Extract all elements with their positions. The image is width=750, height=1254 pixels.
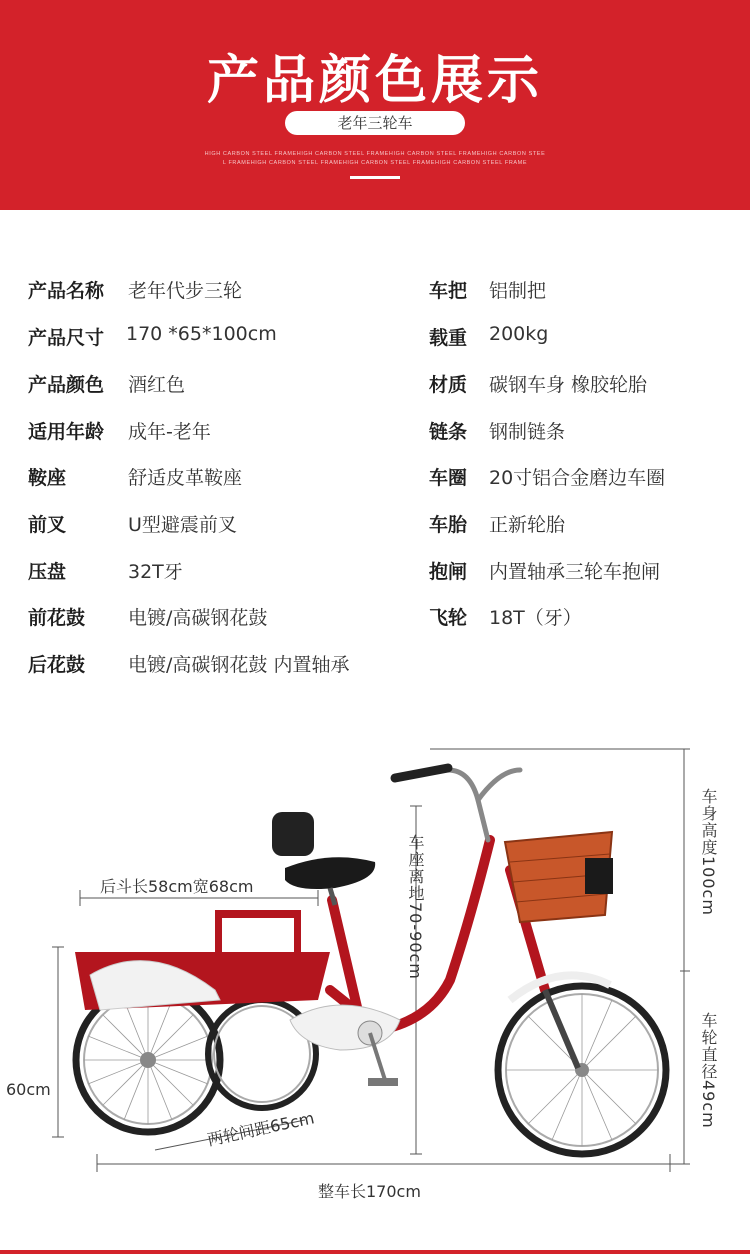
spec-row [28,323,277,350]
front-wheel [498,975,666,1154]
english-tagline-1: HIGH CARBON STEEL FRAMEHIGH CARBON STEEL FRAMEHIGH CARBON STEEL FRAMEHIGH CARBON STEE [204,151,546,157]
spec-row [429,510,566,537]
spec-value: 碳钢车身 橡胶轮胎 [489,374,648,396]
spec-value: 成年-老年 [128,421,211,443]
spec-label: 前叉 [28,514,67,536]
spec-value: 32T牙 [128,561,183,583]
spec-label: 产品颜色 [28,374,105,396]
spec-label: 车圈 [429,467,468,489]
spec-value: 钢制链条 [489,421,566,443]
header-banner [0,0,750,210]
seat [272,812,375,905]
rear-height-label: 60cm [6,1080,51,1099]
spec-label: 适用年龄 [28,421,105,443]
spec-label: 材质 [429,374,468,396]
front-basket [505,832,613,922]
spec-row [28,510,237,537]
body-height-label: 车身高度100cm [699,788,718,916]
cargo-box [75,910,330,1010]
wheel-diameter-label: 车轮直径49cm [699,1012,718,1129]
spec-label: 抱闸 [429,561,468,583]
spec-label: 载重 [429,327,468,349]
spec-row [429,603,582,630]
tricycle-illustration [0,700,750,1254]
rear-wheel [76,988,220,1132]
spec-row [28,370,186,397]
spec-label: 前花鼓 [28,607,86,629]
spec-value: 内置轴承三轮车抱闸 [489,561,661,583]
title-underline [350,176,400,179]
spec-row [429,323,549,350]
spec-value: 电镀/高碳钢花鼓 内置轴承 [128,654,350,676]
spec-row [28,463,243,490]
spec-label: 产品尺寸 [28,327,105,349]
spec-value: 舒适皮革鞍座 [128,467,243,489]
spec-label: 鞍座 [28,467,67,489]
spec-label: 车把 [429,280,468,302]
spec-value: 170 *65*100cm [126,323,277,345]
spec-label: 产品名称 [28,280,105,302]
spec-label: 飞轮 [429,607,468,629]
spec-row [28,276,243,303]
spec-value: 铝制把 [489,280,547,302]
spec-value: U型避震前叉 [128,514,237,536]
spec-label: 后花鼓 [28,654,86,676]
spec-row [429,370,648,397]
spec-label: 压盘 [28,561,67,583]
spec-value: 酒红色 [128,374,186,396]
spec-row [429,557,661,584]
spec-row [429,276,547,303]
spec-value: 18T（牙） [489,607,582,629]
english-tagline-2: L FRAMEHIGH CARBON STEEL FRAMEHIGH CARBON STEEL FRAMEHIGH CARBON STEEL FRAME [222,160,528,166]
spec-value: 200kg [489,323,549,345]
spec-row [429,417,566,444]
cargo-dimension-label: 后斗长58cm宽68cm [100,877,254,896]
spec-value: 电镀/高碳钢花鼓 [128,607,268,629]
spec-value: 老年代步三轮 [128,280,243,302]
bottom-red-bar [0,1250,750,1254]
spec-row [28,603,268,630]
spec-row [28,557,183,584]
spec-row [429,463,666,490]
page-title: 产品颜色展示 [206,51,543,111]
wheel-track-label: 两轮间距65cm [205,1108,316,1150]
subtitle-pill: 老年三轮车 [285,111,465,135]
spec-label: 车胎 [429,514,468,536]
spec-row [28,417,211,444]
spec-value: 20寸铝合金磨边车圈 [489,467,666,489]
spec-value: 正新轮胎 [489,514,566,536]
spec-label: 链条 [429,421,468,443]
seat-height-label: 车座离地70-90cm [406,834,425,980]
spec-row [28,650,350,677]
total-length-label: 整车长170cm [318,1182,421,1201]
handlebar [395,768,520,840]
